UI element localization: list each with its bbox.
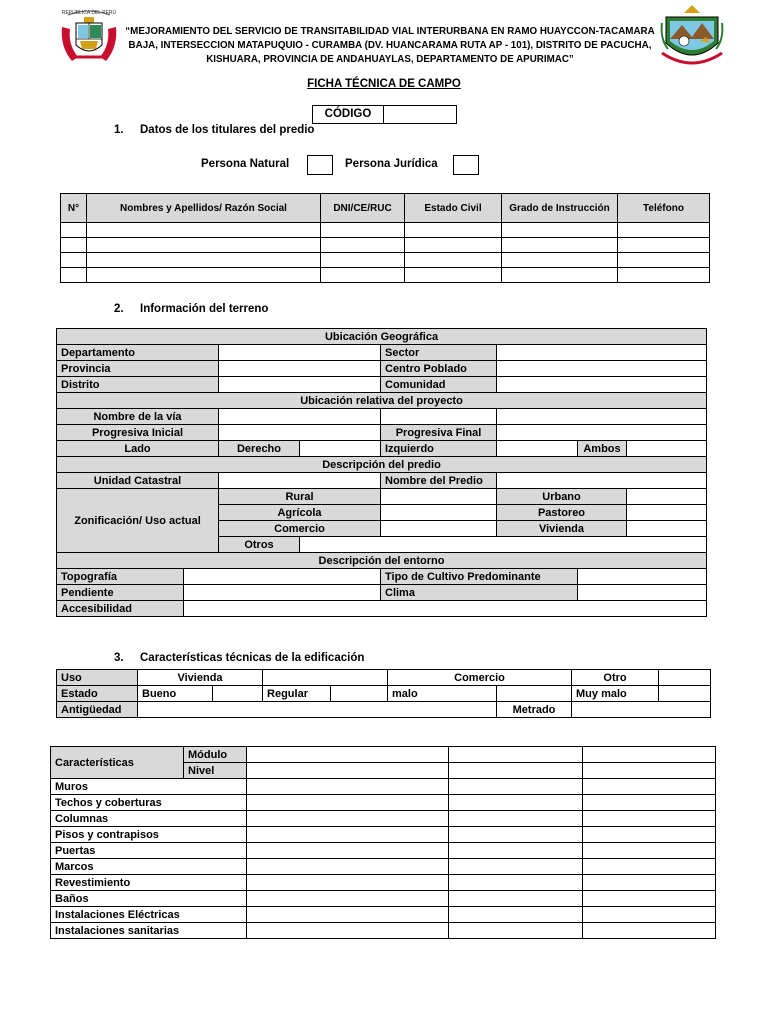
centro-poblado-input[interactable]: [497, 361, 707, 377]
uso-vivienda-input[interactable]: [263, 670, 388, 686]
uso-vivienda-label: Vivienda: [138, 670, 263, 686]
pastoreo-label: Pastoreo: [497, 505, 627, 521]
ambos-label: Ambos: [578, 441, 627, 457]
progresiva-final-label: Progresiva Final: [381, 425, 497, 441]
table-row[interactable]: [61, 238, 710, 253]
estado-muy-malo-label: Muy malo: [572, 686, 659, 702]
section-1-heading: [114, 124, 314, 136]
provincia-input[interactable]: [219, 361, 381, 377]
nombre-via-input-3[interactable]: [497, 409, 707, 425]
table-row[interactable]: [51, 795, 716, 811]
col-header-dni: DNI/CE/RUC: [321, 194, 405, 223]
estado-bueno-label: Bueno: [138, 686, 213, 702]
accesibilidad-input[interactable]: [184, 601, 707, 617]
table-row[interactable]: [61, 253, 710, 268]
persona-natural-checkbox[interactable]: [307, 155, 333, 175]
modulo-input-3[interactable]: [583, 747, 716, 763]
row-label: Techos y coberturas: [51, 795, 247, 811]
row-label: Baños: [51, 891, 247, 907]
comunidad-input[interactable]: [497, 377, 707, 393]
nivel-input-3[interactable]: [583, 763, 716, 779]
topografia-input[interactable]: [184, 569, 381, 585]
table-row[interactable]: [51, 843, 716, 859]
uso-label: Uso: [57, 670, 138, 686]
table-row[interactable]: [51, 859, 716, 875]
otros-input[interactable]: [300, 537, 707, 553]
persona-juridica-checkbox[interactable]: [453, 155, 479, 175]
section-2-number: 2.: [114, 303, 124, 315]
agricola-input[interactable]: [381, 505, 497, 521]
table-row[interactable]: [51, 875, 716, 891]
codigo-input[interactable]: [384, 106, 456, 123]
row-label: Marcos: [51, 859, 247, 875]
estado-bueno-input[interactable]: [213, 686, 263, 702]
apurimac-coat-of-arms-icon: [660, 3, 724, 69]
codigo-label: CÓDIGO: [313, 106, 384, 123]
row-label: Instalaciones sanitarias: [51, 923, 247, 939]
estado-regular-input[interactable]: [331, 686, 388, 702]
izquierdo-label: Izquierdo: [381, 441, 497, 457]
nombre-via-input[interactable]: [219, 409, 381, 425]
comercio-input[interactable]: [381, 521, 497, 537]
lado-label: Lado: [57, 441, 219, 457]
estado-malo-label: malo: [388, 686, 497, 702]
row-label: Revestimiento: [51, 875, 247, 891]
section-2-title: Información del terreno: [140, 303, 269, 315]
svg-text:REPÚBLICA DEL PERÚ: REPÚBLICA DEL PERÚ: [61, 10, 117, 16]
form-title: FICHA TÉCNICA DE CAMPO: [307, 78, 461, 90]
section-3-heading: [114, 652, 364, 664]
col-header-telefono: Teléfono: [618, 194, 710, 223]
provincia-label: Provincia: [57, 361, 219, 377]
izquierdo-input[interactable]: [497, 441, 578, 457]
estado-regular-label: Regular: [263, 686, 331, 702]
table-row[interactable]: [51, 827, 716, 843]
tipo-cultivo-label: Tipo de Cultivo Predominante: [381, 569, 578, 585]
row-label: Pisos y contrapisos: [51, 827, 247, 843]
estado-label: Estado: [57, 686, 138, 702]
section-1-title: Datos de los titulares del predio: [140, 124, 315, 136]
descripcion-entorno-header: Descripción del entorno: [57, 553, 707, 569]
clima-input[interactable]: [578, 585, 707, 601]
vivienda-label: Vivienda: [497, 521, 627, 537]
table-row[interactable]: [51, 923, 716, 939]
nivel-input-2[interactable]: [449, 763, 583, 779]
pendiente-label: Pendiente: [57, 585, 184, 601]
row-label: Instalaciones Eléctricas: [51, 907, 247, 923]
persona-juridica-label: Persona Jurídica: [345, 158, 438, 170]
modulo-input-2[interactable]: [449, 747, 583, 763]
accesibilidad-label: Accesibilidad: [57, 601, 184, 617]
estado-malo-input[interactable]: [497, 686, 572, 702]
pastoreo-input[interactable]: [627, 505, 707, 521]
nombre-via-label: Nombre de la vía: [57, 409, 219, 425]
peru-coat-of-arms-icon: [58, 5, 120, 67]
nivel-input-1[interactable]: [247, 763, 449, 779]
unidad-catastral-label: Unidad Catastral: [57, 473, 219, 489]
project-header: [120, 25, 660, 67]
titulares-table: [60, 193, 710, 283]
caracteristicas-table: [50, 746, 716, 939]
col-header-nombres: Nombres y Apellidos/ Razón Social: [87, 194, 321, 223]
table-row[interactable]: [51, 907, 716, 923]
derecho-label: Derecho: [219, 441, 300, 457]
antiguedad-input[interactable]: [138, 702, 497, 718]
ubicacion-geografica-header: Ubicación Geográfica: [57, 329, 707, 345]
urbano-label: Urbano: [497, 489, 627, 505]
persona-natural-label: Persona Natural: [201, 158, 290, 170]
caracteristicas-label: Características: [51, 747, 184, 779]
uso-otro-label: Otro: [572, 670, 659, 686]
pendiente-input[interactable]: [184, 585, 381, 601]
section-1-number: 1.: [114, 124, 124, 136]
table-row[interactable]: [51, 811, 716, 827]
vivienda-input[interactable]: [627, 521, 707, 537]
table-row[interactable]: [61, 268, 710, 283]
urbano-input[interactable]: [627, 489, 707, 505]
section-3-title: Características técnicas de la edificación: [140, 652, 365, 664]
sector-input[interactable]: [497, 345, 707, 361]
distrito-input[interactable]: [219, 377, 381, 393]
departamento-label: Departamento: [57, 345, 219, 361]
codigo-field: [312, 105, 457, 124]
metrado-label: Metrado: [497, 702, 572, 718]
table-row[interactable]: [51, 891, 716, 907]
nombre-predio-label: Nombre del Predio: [381, 473, 497, 489]
progresiva-inicial-input[interactable]: [219, 425, 381, 441]
modulo-label: Módulo: [184, 747, 247, 763]
unidad-catastral-input[interactable]: [219, 473, 381, 489]
edificacion-table: [56, 669, 711, 718]
col-header-grado: Grado de Instrucción: [502, 194, 618, 223]
row-label: Muros: [51, 779, 247, 795]
clima-label: Clima: [381, 585, 578, 601]
table-row[interactable]: [61, 223, 710, 238]
comercio-label: Comercio: [219, 521, 381, 537]
header-line-3: KISHUARA, PROVINCIA DE ANDAHUAYLAS, DEPARTAMENTO DE APURIMAC”: [206, 54, 574, 65]
header-line-1: “MEJORAMIENTO DEL SERVICIO DE TRANSITABILIDAD VIAL INTERURBANA EN RAMO HUAYCCON-TACAMARA: [125, 26, 655, 37]
otros-label: Otros: [219, 537, 300, 553]
nivel-label: Nivel: [184, 763, 247, 779]
table-row[interactable]: [51, 779, 716, 795]
section-3-number: 3.: [114, 652, 124, 664]
antiguedad-label: Antigüedad: [57, 702, 138, 718]
topografia-label: Topografía: [57, 569, 184, 585]
rural-label: Rural: [219, 489, 381, 505]
terreno-table: [56, 328, 707, 617]
zonificacion-label: Zonificación/ Uso actual: [57, 489, 219, 553]
centro-poblado-label: Centro Poblado: [381, 361, 497, 377]
comunidad-label: Comunidad: [381, 377, 497, 393]
col-header-estado-civil: Estado Civil: [405, 194, 502, 223]
ubicacion-relativa-header: Ubicación relativa del proyecto: [57, 393, 707, 409]
table-header-row: [61, 194, 710, 223]
row-label: Puertas: [51, 843, 247, 859]
uso-comercio-label: Comercio: [388, 670, 572, 686]
departamento-input[interactable]: [219, 345, 381, 361]
metrado-input[interactable]: [572, 702, 711, 718]
ambos-input[interactable]: [627, 441, 707, 457]
row-label: Columnas: [51, 811, 247, 827]
tipo-cultivo-input[interactable]: [578, 569, 707, 585]
progresiva-inicial-label: Progresiva Inicial: [57, 425, 219, 441]
estado-muy-malo-input[interactable]: [659, 686, 711, 702]
agricola-label: Agrícola: [219, 505, 381, 521]
nombre-via-input-2[interactable]: [381, 409, 497, 425]
descripcion-predio-header: Descripción del predio: [57, 457, 707, 473]
col-header-numero: N°: [61, 194, 87, 223]
distrito-label: Distrito: [57, 377, 219, 393]
section-2-heading: [114, 303, 268, 315]
uso-otro-input[interactable]: [659, 670, 711, 686]
sector-label: Sector: [381, 345, 497, 361]
nombre-predio-input[interactable]: [497, 473, 707, 489]
modulo-input-1[interactable]: [247, 747, 449, 763]
derecho-input[interactable]: [300, 441, 381, 457]
progresiva-final-input[interactable]: [497, 425, 707, 441]
header-line-2: BAJA, INTERSECCION MATAPUQUIO - CURAMBA (DV. HUANCARAMA RUTA AP - 101), DISTRITO DE PACUCHA,: [128, 40, 652, 51]
rural-input[interactable]: [381, 489, 497, 505]
